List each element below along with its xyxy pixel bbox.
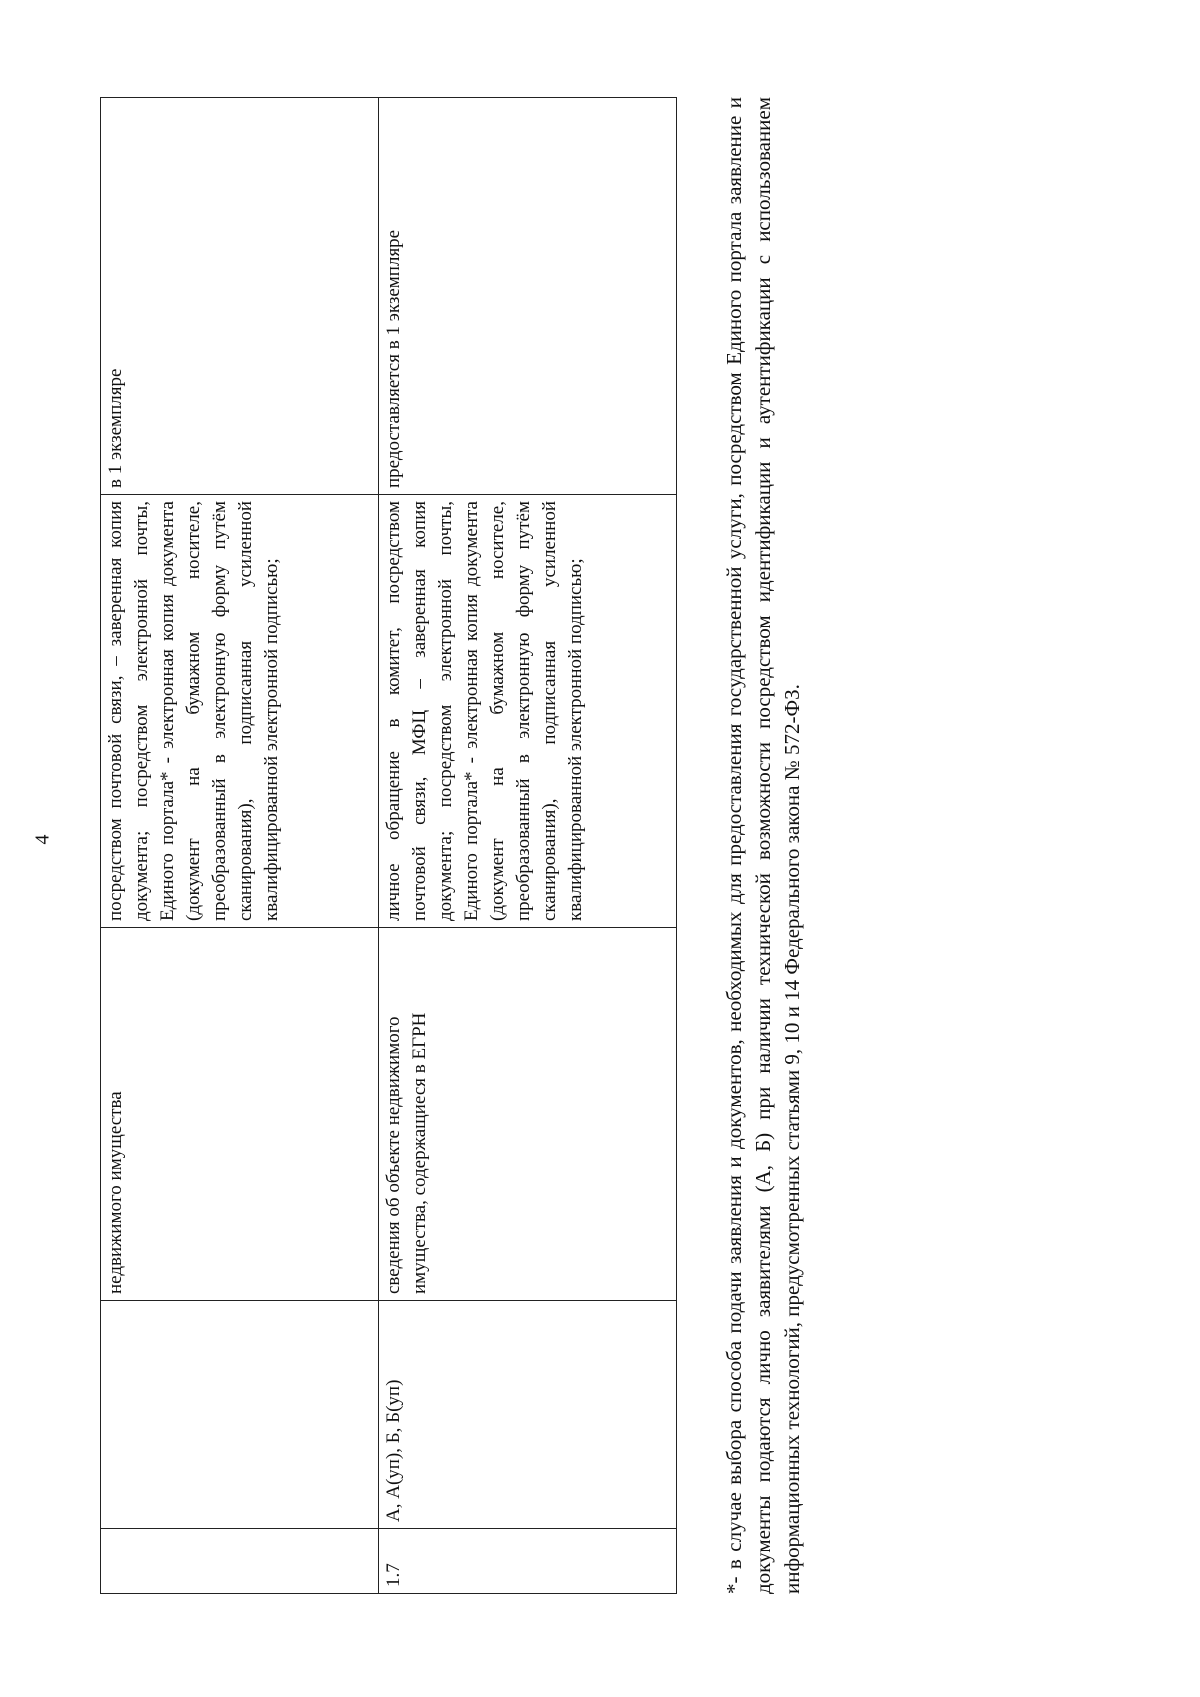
submission-method-cell: посредством почтовой связи, – заверенная копия документа; посредством электронной почты, Единого портала* - электронная копия документа (документ на бумажном носителе, преобразованный в электронную форму путём сканирования), подписанная усиленной квалифицированной электронной подписью; — [101, 495, 379, 928]
document-name-cell: сведения об объекте недвижимого имущества, содержащиеся в ЕГРН — [379, 928, 677, 1301]
footnote: *- в случае выбора способа подачи заявления и документов, необходимых для предоставления государственной услуги, посредством Единого портала заявление и документы подаются лично заявителями (А, Б) при наличии технической возможности посредством идентификации и аутентификации с использованием информационных технологий, предусмотренных статьями 9, 10 и 14 Федерального закона № 572-ФЗ. — [722, 97, 804, 1594]
copies-cell: предоставляется в 1 экземпляре — [379, 98, 677, 495]
applicant-category-cell — [101, 1301, 379, 1529]
copies-cell: в 1 экземпляре — [101, 98, 379, 495]
table-row — [379, 98, 677, 1594]
document-name-cell: недвижимого имущества — [101, 928, 379, 1301]
submission-method-cell: личное обращение в комитет, посредством почтовой связи, МФЦ – заверенная копия документа; посредством электронной почты, Единого портала* - электронная копия документа (документ на бумажном носителе, преобразованный в электронную форму путём сканирования), подписанная усиленной квалифицированной электронной подписью; — [379, 495, 677, 928]
documents-table — [100, 97, 677, 1594]
row-number-cell: 1.7 — [379, 1529, 677, 1594]
table-row — [101, 98, 379, 1594]
applicant-category-cell: А, А(уп), Б, Б(уп) — [379, 1301, 677, 1529]
page-number: 4 — [31, 834, 54, 845]
row-number-cell — [101, 1529, 379, 1594]
